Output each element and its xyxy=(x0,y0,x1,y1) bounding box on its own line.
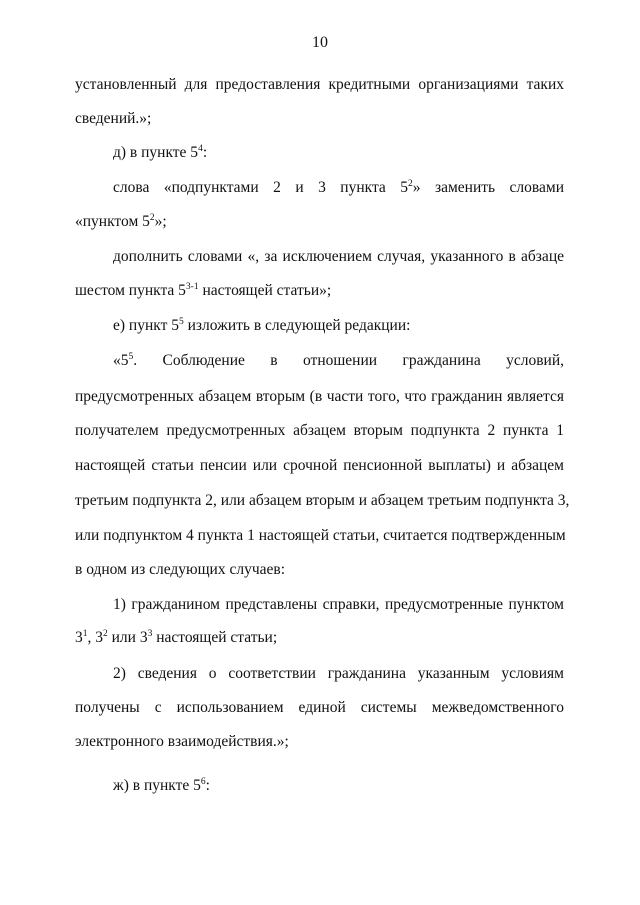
text-run: дополнить словами «, за исключением случая, указанного в абзаце xyxy=(113,248,564,265)
text-line xyxy=(75,491,570,511)
superscript: 2 xyxy=(408,179,413,189)
text-line xyxy=(75,281,564,301)
superscript: 1 xyxy=(82,629,88,639)
superscript: 3 xyxy=(147,629,153,639)
text-run: настоящей статьи пенсии или срочной пенсионной выплаты) и абзацем xyxy=(75,457,564,474)
text-line xyxy=(75,387,564,407)
text-run: настоящей статьи»; xyxy=(198,282,332,299)
text-run: »; xyxy=(154,213,167,230)
text-run: . Соблюдение в отношении гражданина условий, xyxy=(133,352,564,369)
text-run: электронного взаимодействия.»; xyxy=(75,733,289,750)
text-run: настоящей статьи; xyxy=(152,629,278,646)
text-line xyxy=(75,560,564,580)
text-run: «5 xyxy=(113,352,129,369)
text-line xyxy=(113,595,564,615)
text-line xyxy=(113,776,564,796)
text-line xyxy=(113,351,564,371)
text-line xyxy=(75,732,564,752)
text-run: шестом пункта 5 xyxy=(75,282,186,299)
text-run: е) пункт 5 xyxy=(113,317,179,334)
text-run: 1) гражданином представлены справки, предусмотренные пунктом xyxy=(113,596,564,613)
text-line xyxy=(75,212,564,232)
text-run: д) в пункте 5 xyxy=(113,144,199,161)
text-run: : xyxy=(202,144,208,161)
text-line xyxy=(113,178,564,198)
text-run: или 3 xyxy=(107,629,148,646)
text-line xyxy=(113,664,564,684)
text-line xyxy=(75,75,564,95)
text-run: третьим подпункта 2, или абзацем вторым и абзацем третьим подпункта 3, xyxy=(75,492,570,509)
text-run: получателем предусмотренных абзацем вторым подпункта 2 пункта 1 xyxy=(75,422,564,439)
text-run: получены с использованием единой системы межведомственного xyxy=(75,699,564,716)
superscript: 6 xyxy=(200,777,206,787)
text-line xyxy=(113,316,564,336)
text-run: или подпунктом 4 пункта 1 настоящей статьи, считается подтвержденным xyxy=(75,527,566,544)
text-line xyxy=(75,526,564,546)
text-run: » заменить словами xyxy=(412,179,564,196)
text-run: , 3 xyxy=(87,629,103,646)
text-line xyxy=(75,698,564,718)
text-run: изложить в следующей редакции: xyxy=(183,317,411,334)
text-line xyxy=(113,143,564,163)
superscript: 3-1 xyxy=(185,282,199,292)
text-run: в одном из следующих случаев: xyxy=(75,561,286,578)
text-line xyxy=(75,456,564,476)
text-run: установленный для предоставления кредитными организациями таких xyxy=(75,76,564,93)
superscript: 2 xyxy=(103,629,108,639)
text-line xyxy=(75,421,564,441)
text-run: «пунктом 5 xyxy=(75,213,150,230)
superscript: 4 xyxy=(198,144,203,154)
text-line xyxy=(75,109,564,129)
text-run: ж) в пункте 5 xyxy=(113,777,201,794)
text-run: предусмотренных абзацем вторым (в части того, что гражданин является xyxy=(75,388,564,405)
text-run: : xyxy=(205,777,210,794)
page-number: 10 xyxy=(312,34,328,51)
text-run: сведений.»; xyxy=(75,110,152,127)
superscript: 5 xyxy=(128,352,134,362)
text-line xyxy=(75,628,564,648)
text-run: 2) сведения о соответствии гражданина указанным условиям xyxy=(113,665,564,682)
text-line xyxy=(113,247,564,267)
superscript: 2 xyxy=(149,213,155,223)
text-run: слова «подпунктами 2 и 3 пункта 5 xyxy=(113,179,408,196)
superscript: 5 xyxy=(178,317,184,327)
text-run: 3 xyxy=(75,629,83,646)
